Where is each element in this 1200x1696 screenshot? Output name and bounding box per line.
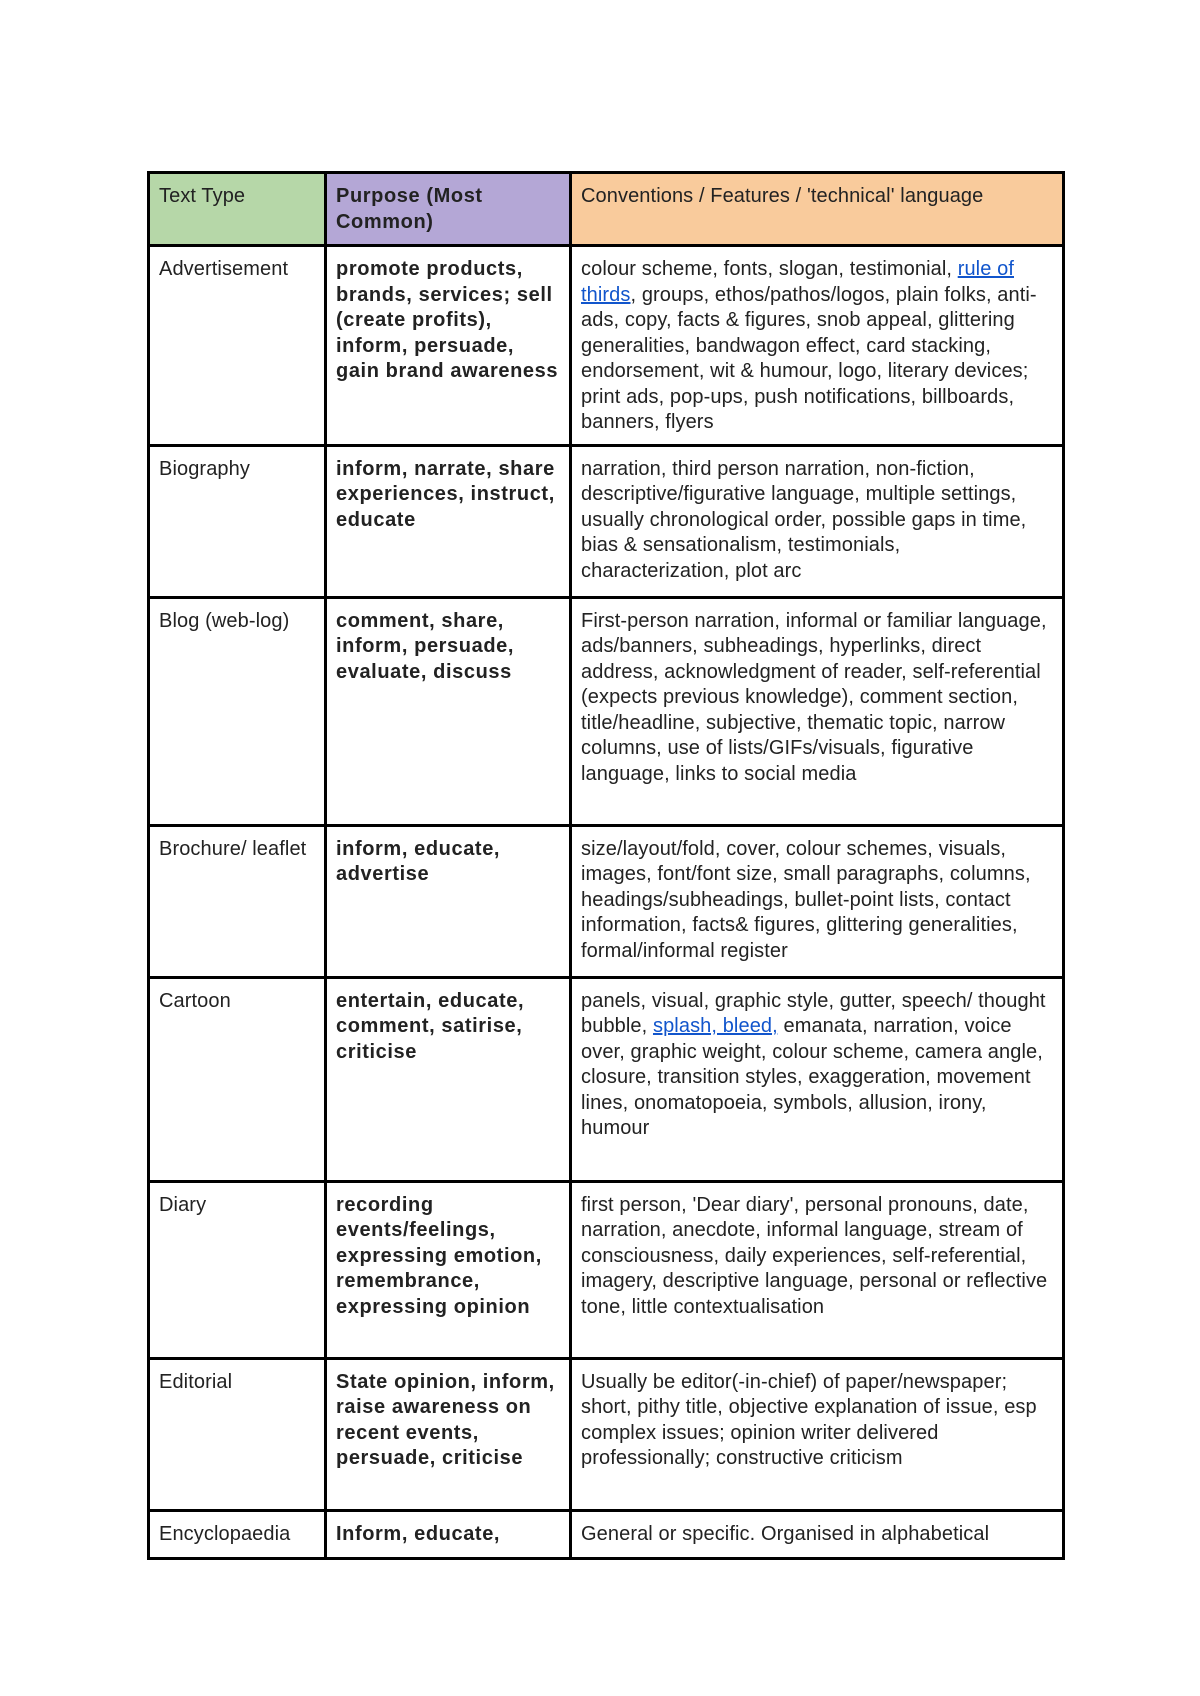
- cell-purpose: State opinion, inform, raise awareness on recent events, persuade, criticise: [326, 1358, 571, 1510]
- table-row-brochure: [149, 825, 1064, 977]
- cell-features: [571, 246, 1064, 446]
- table-row-advertisement: [149, 246, 1064, 446]
- rule-of-thirds-link[interactable]: rule of thirds: [581, 258, 1014, 306]
- cell-text-type: Blog (web-log): [149, 597, 326, 825]
- features-text: colour scheme, fonts, slogan, testimonial,: [581, 258, 958, 280]
- cell-features: [571, 977, 1064, 1181]
- text-types-table: [147, 171, 1065, 1560]
- table-row-cartoon: [149, 977, 1064, 1181]
- cell-features: first person, 'Dear diary', personal pronouns, date, narration, anecdote, informal language, stream of consciousness, daily experiences, self-referential, imagery, descriptive language, personal or reflective tone, little contextualisation: [571, 1181, 1064, 1358]
- cell-purpose: recording events/feelings, expressing emotion, remembrance, expressing opinion: [326, 1181, 571, 1358]
- cell-features: size/layout/fold, cover, colour schemes, visuals, images, font/font size, small paragraphs, columns, headings/subheadings, bullet-point lists, contact information, facts& figures, glittering generalities, formal/informal register: [571, 825, 1064, 977]
- cell-text-type: Diary: [149, 1181, 326, 1358]
- cell-features: Usually be editor(-in-chief) of paper/newspaper; short, pithy title, objective explanation of issue, esp complex issues; opinion writer delivered professionally; constructive criticism: [571, 1358, 1064, 1510]
- features-text: panels, visual, graphic style, gutter, speech/ thought bubble,: [581, 989, 1046, 1037]
- table-row-editorial: [149, 1358, 1064, 1510]
- cell-features: narration, third person narration, non-fiction, descriptive/figurative language, multiple settings, usually chronological order, possible gaps in time, bias & sensationalism, testimonials, characterization, plot arc: [571, 445, 1064, 597]
- cell-text-type: Advertisement: [149, 246, 326, 446]
- header-text-type: Text Type: [149, 173, 326, 246]
- cell-features: General or specific. Organised in alphabetical: [571, 1510, 1064, 1558]
- cell-text-type: Cartoon: [149, 977, 326, 1181]
- cell-text-type: Biography: [149, 445, 326, 597]
- cell-text-type: Encyclopaedia: [149, 1510, 326, 1558]
- cell-purpose: inform, educate, advertise: [326, 825, 571, 977]
- header-conventions: Conventions / Features / 'technical' language: [571, 173, 1064, 246]
- table-row-diary: [149, 1181, 1064, 1358]
- table-header-row: [149, 173, 1064, 246]
- cell-text-type: Editorial: [149, 1358, 326, 1510]
- table-row-biography: [149, 445, 1064, 597]
- features-text: , groups, ethos/pathos/logos, plain folks, anti-ads, copy, facts & figures, snob appeal, glittering generalities, bandwagon effect, card stacking, endorsement, wit & humour, logo, literary devices; print ads, pop-ups, push notifications, billboards, banners, flyers: [581, 283, 1037, 433]
- cell-purpose: promote products, brands, services; sell (create profits), inform, persuade, gain brand awareness: [326, 246, 571, 446]
- cell-purpose: entertain, educate, comment, satirise, criticise: [326, 977, 571, 1181]
- cell-features: First-person narration, informal or familiar language, ads/banners, subheadings, hyperlinks, direct address, acknowledgment of reader, self-referential (expects previous knowledge), comment section, title/headline, subjective, thematic topic, narrow columns, use of lists/GIFs/visuals, figurative language, links to social media: [571, 597, 1064, 825]
- header-purpose: Purpose (Most Common): [326, 173, 571, 246]
- cell-text-type: Brochure/ leaflet: [149, 825, 326, 977]
- table-row-encyclopaedia: [149, 1510, 1064, 1558]
- features-text: emanata, narration, voice over, graphic weight, colour scheme, camera angle, closure, transition styles, exaggeration, movement lines, onomatopoeia, symbols, allusion, irony, humour: [581, 1015, 1043, 1139]
- cell-purpose: Inform, educate,: [326, 1510, 571, 1558]
- cell-purpose: comment, share, inform, persuade, evaluate, discuss: [326, 597, 571, 825]
- cell-purpose: inform, narrate, share experiences, instruct, educate: [326, 445, 571, 597]
- splash-bleed-link[interactable]: splash, bleed,: [652, 1015, 778, 1037]
- table-row-blog: [149, 597, 1064, 825]
